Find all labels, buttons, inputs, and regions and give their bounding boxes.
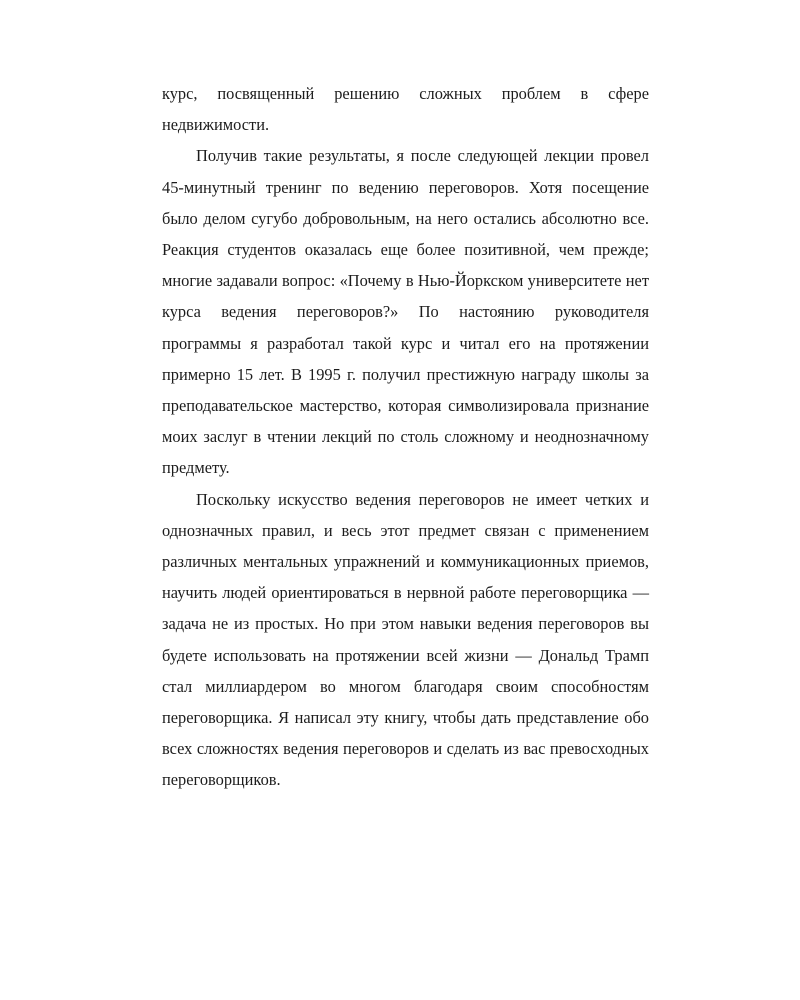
paragraph-3: Поскольку искусство ведения переговоров не имеет четких и однозначных правил, и весь этот предмет связан с применением различных ментальных упражнений и коммуникационных приемов, научить людей ориентироваться в нервной работе переговорщика — задача не из простых. Но при этом навыки ведения переговоров вы будете использовать на протяжении всей жизни — Дональд Трамп стал миллиардером во многом благодаря своим способностям переговорщика. Я написал эту книгу, чтобы дать представление обо всех сложностях ведения переговоров и сделать из вас превосходных переговорщиков. bbox=[162, 489, 649, 790]
paragraph-2: Получив такие результаты, я после следующей лекции провел 45-минутный тренинг по ведению переговоров. Хотя посещение было делом сугубо добровольным, на него остались абсолютно все. Реакция студентов оказалась еще более позитивной, чем прежде; многие задавали вопрос: «Почему в Нью-Йоркском университете нет курса ведения переговоров?» По настоянию руководителя программы я разработал такой курс и читал его на протяжении примерно 15 лет. В 1995 г. получил престижную награду школы за преподавательское мастерство, которая символизировала признание моих заслуг в чтении лекций по столь сложному и неоднозначному предмету. bbox=[162, 146, 649, 478]
paragraph-1: курс, посвященный решению сложных проблем в сфере недвижимости. bbox=[162, 84, 649, 135]
body-text-column bbox=[162, 78, 649, 796]
